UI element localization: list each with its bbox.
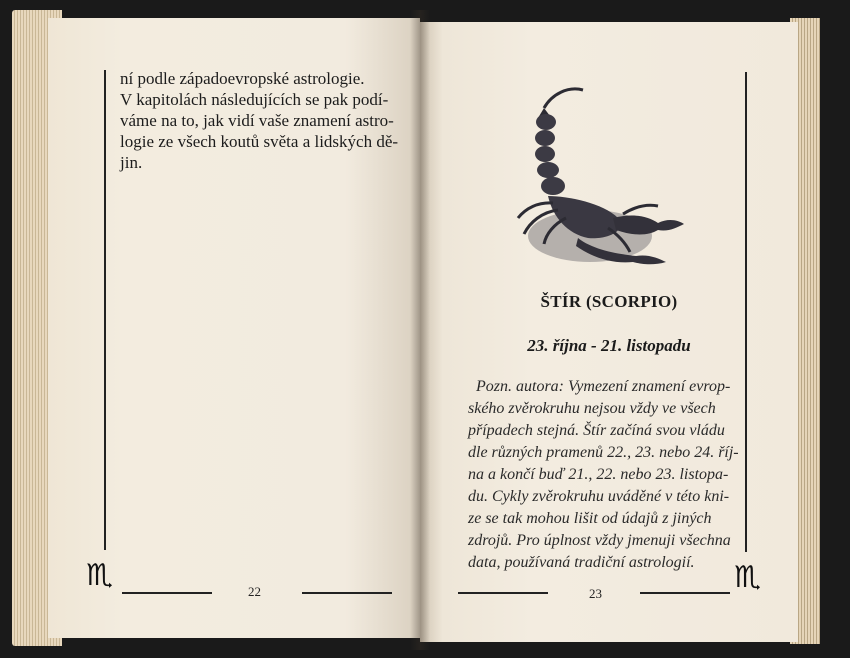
text-line: ní podle západoevropské astrologie. — [120, 69, 365, 88]
sign-dates: 23. října - 21. listopadu — [527, 336, 691, 355]
book-gutter — [410, 10, 430, 650]
text-line: jin. — [120, 153, 143, 172]
note-line: Pozn. autora: Vymezení znamení evrop- — [476, 378, 731, 395]
note-line: zdrojů. Pro úplnost vždy jmenuji všechna — [468, 532, 731, 549]
note-line: dle různých pramenů 22., 23. nebo 24. říj- — [468, 444, 739, 461]
scorpion-icon — [508, 78, 688, 278]
note-line: data, používaná tradiční astrologií. — [468, 554, 695, 571]
footer-rule-left-2 — [302, 592, 392, 594]
text-line: váme na to, jak vidí vaše znamení astro- — [120, 111, 394, 130]
footer-rule-right — [458, 592, 548, 594]
note-line: ského zvěrokruhu nejsou vždy ve všech — [468, 400, 716, 417]
note-line: du. Cykly zvěrokruhu uváděné v této kni- — [468, 488, 730, 505]
left-page-vertical-rule — [104, 70, 106, 550]
note-line: případech stejná. Štír začíná svou vládu — [468, 422, 725, 439]
sign-title: ŠTÍR (SCORPIO) — [540, 292, 678, 311]
scorpio-symbol-icon: ♏ — [734, 560, 761, 595]
note-line: na a končí buď 21., 22. nebo 23. listopa- — [468, 466, 729, 483]
scorpio-symbol-icon: ♏ — [86, 558, 113, 593]
footer-rule-right-2 — [640, 592, 730, 594]
page-number-right: 23 — [589, 586, 602, 601]
note-line: ze se tak mohou lišit od údajů z jiných — [468, 510, 712, 527]
text-line: logie ze všech koutů světa a lidských dě- — [120, 132, 399, 151]
right-page-vertical-rule — [745, 72, 747, 552]
text-line: V kapitolách následujících se pak podí- — [120, 90, 389, 109]
page-number-left: 22 — [248, 584, 261, 599]
footer-rule-left — [122, 592, 212, 594]
left-page-text — [120, 68, 398, 173]
author-note — [468, 376, 739, 574]
